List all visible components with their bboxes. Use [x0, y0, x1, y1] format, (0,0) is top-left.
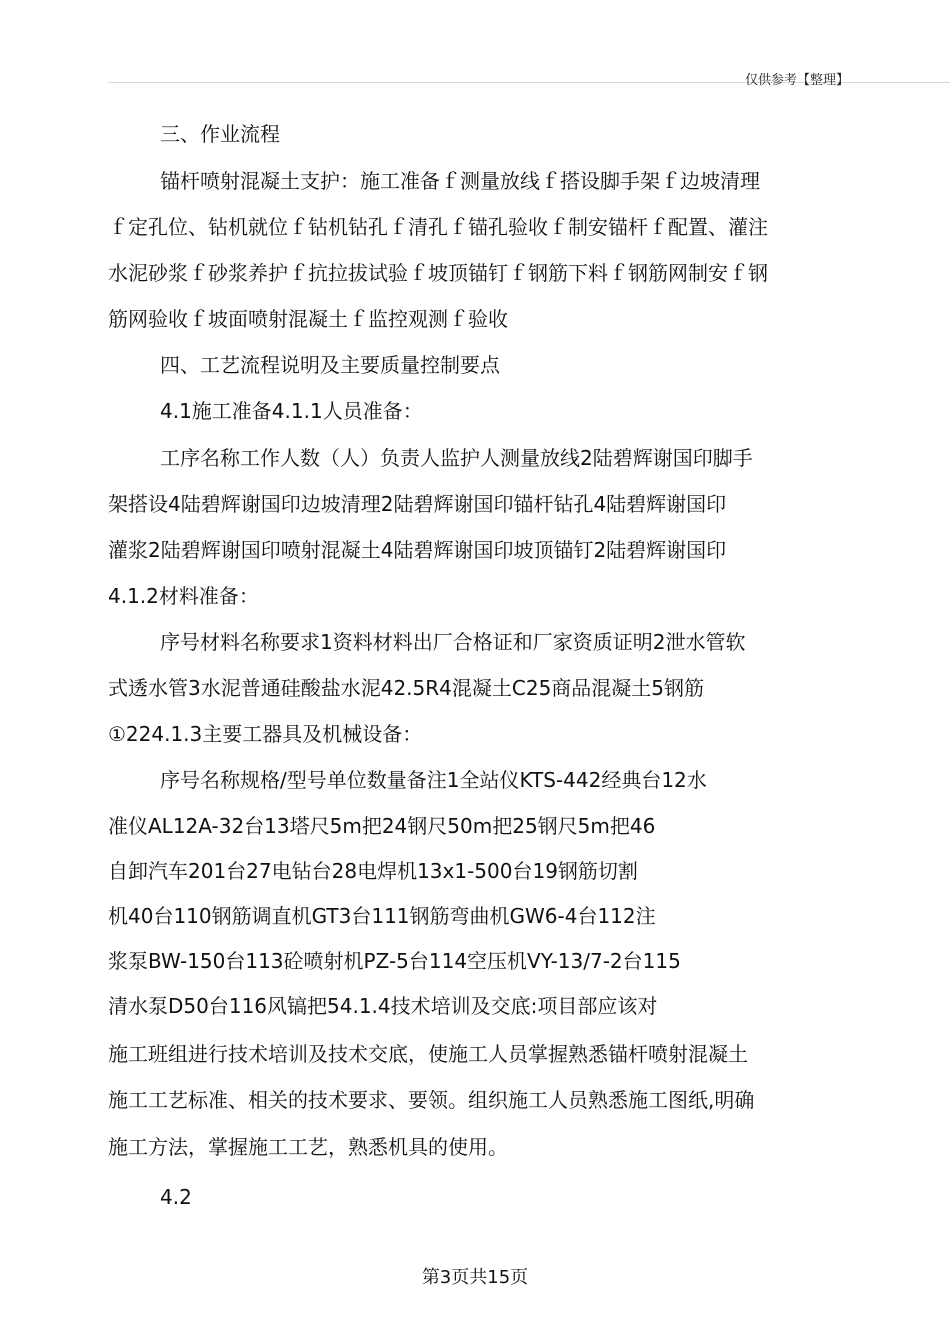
paragraph-line: ①224.1.3主要工器具及机械设备：	[108, 722, 423, 746]
paragraph-line: 序号名称规格/型号单位数量备注1全站仪KTS-442经典台12水	[160, 768, 707, 792]
paragraph-line: 式透水管3水泥普通硅酸盐水泥42.5R4混凝土C25商品混凝土5钢筋	[108, 676, 705, 700]
section-heading-4: 四、工艺流程说明及主要质量控制要点	[160, 353, 500, 377]
page-footer: 第3页共15页	[421, 1267, 529, 1288]
subsection-heading: 4.1.2材料准备：	[108, 584, 259, 608]
paragraph-line: 筋网验收ｆ坡面喷射混凝土ｆ监控观测ｆ验收	[108, 307, 508, 331]
paragraph-line: 施工方法，掌握施工工艺，熟悉机具的使用。	[108, 1135, 508, 1159]
paragraph-line: 水泥砂浆ｆ砂浆养护ｆ抗拉拔试验ｆ坡顶锚钉ｆ钢筋下料ｆ钢筋网制安ｆ钢	[108, 261, 768, 285]
subsection-heading: 4.1施工准备4.1.1人员准备：	[160, 399, 423, 423]
paragraph-line: 锚杆喷射混凝土支护：施工准备ｆ测量放线ｆ搭设脚手架ｆ边坡清理	[160, 169, 760, 193]
paragraph-line: 施工班组进行技术培训及技术交底，使施工人员掌握熟悉锚杆喷射混凝土	[108, 1042, 748, 1066]
paragraph-line: 清水泵D50台116风镐把54.1.4技术培训及交底:项目部应该对	[108, 994, 658, 1018]
paragraph-line: 工序名称工作人数（人）负责人监护人测量放线2陆碧辉谢国印脚手	[160, 446, 753, 470]
paragraph-line: 灌浆2陆碧辉谢国印喷射混凝土4陆碧辉谢国印坡顶锚钉2陆碧辉谢国印	[108, 538, 727, 562]
paragraph-line: 施工工艺标准、相关的技术要求、要领。组织施工人员熟悉施工图纸,明确	[108, 1088, 755, 1112]
paragraph-line: 架搭设4陆碧辉谢国印边坡清理2陆碧辉谢国印锚杆钻孔4陆碧辉谢国印	[108, 492, 727, 516]
header-note: 仅供参考【整理】	[745, 73, 850, 88]
paragraph-line: 浆泵BW-150台113砼喷射机PZ-5台114空压机VY-13/7-2台115	[108, 949, 681, 973]
section-heading-3: 三、作业流程	[160, 122, 280, 146]
paragraph-line: 序号材料名称要求1资料材料出厂合格证和厂家资质证明2泄水管软	[160, 630, 746, 654]
paragraph-line: ｆ定孔位、钻机就位ｆ钻机钻孔ｆ清孔ｆ锚孔验收ｆ制安锚杆ｆ配置、灌注	[108, 215, 768, 239]
paragraph-line: 自卸汽车201台27电钻台28电焊机13x1-500台19钢筋切割	[108, 859, 638, 883]
paragraph-line: 机40台110钢筋调直机GT3台111钢筋弯曲机GW6-4台112注	[108, 904, 656, 928]
paragraph-line: 准仪AL12A-32台13塔尺5m把24钢尺50m把25钢尺5m把46	[108, 814, 656, 838]
section-number: 4.2	[160, 1185, 192, 1209]
